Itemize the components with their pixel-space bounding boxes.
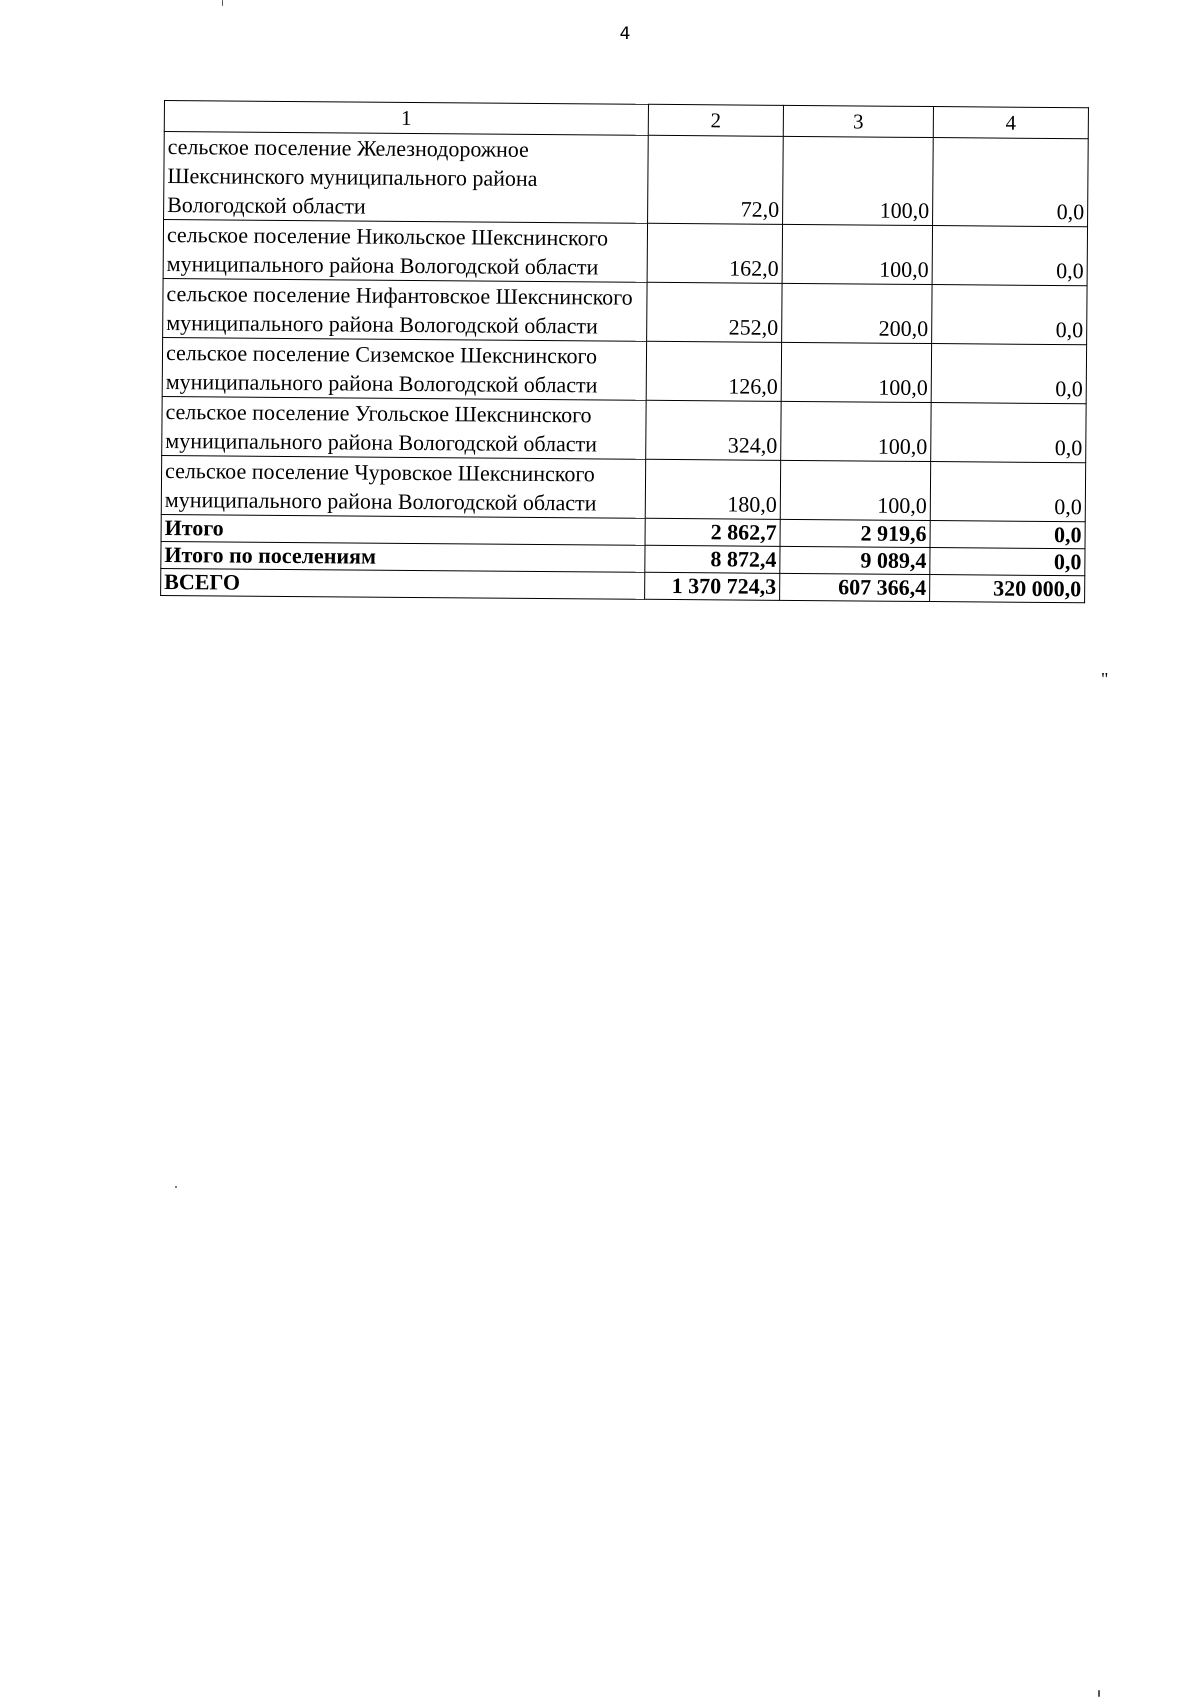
row-name: сельское поселение Чуровское Шекснинского муниципального района Вологодской области: [161, 455, 645, 518]
total-value-col-4: 0,0: [930, 521, 1085, 549]
total-value-col-2: 8 872,4: [645, 545, 780, 573]
total-label: Итого: [161, 514, 645, 545]
row-value-col-3: 200,0: [782, 283, 932, 343]
row-name: сельское поселение Угольское Шекснинского муниципального района Вологодской области: [162, 396, 646, 459]
page-number: 4: [619, 24, 631, 44]
table-row: [162, 396, 1086, 462]
row-value-col-4: 0,0: [931, 403, 1086, 463]
row-value-col-2: 324,0: [646, 400, 781, 460]
table-row: [163, 278, 1087, 344]
row-value-col-4: 0,0: [933, 138, 1089, 227]
table-row: [161, 455, 1085, 521]
scan-speck: [1098, 1690, 1100, 1697]
row-value-col-3: 100,0: [782, 224, 932, 284]
total-value-col-3: 2 919,6: [780, 519, 930, 547]
total-value-col-2: 1 370 724,3: [645, 572, 780, 600]
row-value-col-2: 162,0: [647, 223, 782, 283]
header-col-2: 2: [648, 104, 783, 136]
row-value-col-2: 252,0: [647, 282, 782, 342]
table-row: [164, 132, 1089, 227]
header-col-1: 1: [164, 101, 648, 136]
row-value-col-4: 0,0: [930, 462, 1085, 522]
row-value-col-2: 72,0: [648, 135, 784, 224]
row-value-col-2: 126,0: [646, 341, 781, 401]
row-name: сельское поселение Железнодорожное Шекснинского муниципального района Вологодской области: [164, 132, 649, 224]
total-value-col-4: 320 000,0: [930, 575, 1085, 603]
row-value-col-4: 0,0: [931, 344, 1086, 404]
row-value-col-4: 0,0: [932, 285, 1087, 345]
total-value-col-3: 9 089,4: [780, 546, 930, 574]
row-value-col-3: 100,0: [781, 342, 931, 402]
header-col-3: 3: [783, 105, 933, 137]
row-name: сельское поселение Никольское Шекснинского муниципального района Вологодской области: [163, 220, 647, 283]
row-value-col-3: 100,0: [783, 136, 934, 225]
total-value-col-2: 2 862,7: [645, 518, 780, 546]
total-label: Итого по поселениям: [161, 541, 645, 572]
total-value-col-4: 0,0: [930, 548, 1085, 576]
row-name: сельское поселение Сиземское Шекснинского муниципального района Вологодской области: [162, 337, 646, 400]
table-row: [163, 220, 1087, 286]
total-value-col-3: 607 366,4: [780, 573, 930, 601]
row-name: сельское поселение Нифантовское Шекснинского муниципального района Вологодской области: [163, 278, 647, 341]
row-value-col-2: 180,0: [645, 459, 780, 519]
table-row: [162, 337, 1086, 403]
row-value-col-4: 0,0: [932, 226, 1087, 286]
row-value-col-3: 100,0: [781, 401, 931, 461]
header-col-4: 4: [933, 107, 1088, 139]
scan-speck: [175, 1186, 177, 1188]
row-value-col-3: 100,0: [780, 460, 930, 520]
closing-quote: ": [1101, 669, 1109, 689]
scan-speck: [222, 0, 223, 6]
allocation-table: [160, 100, 1089, 603]
total-label: ВСЕГО: [161, 568, 645, 599]
